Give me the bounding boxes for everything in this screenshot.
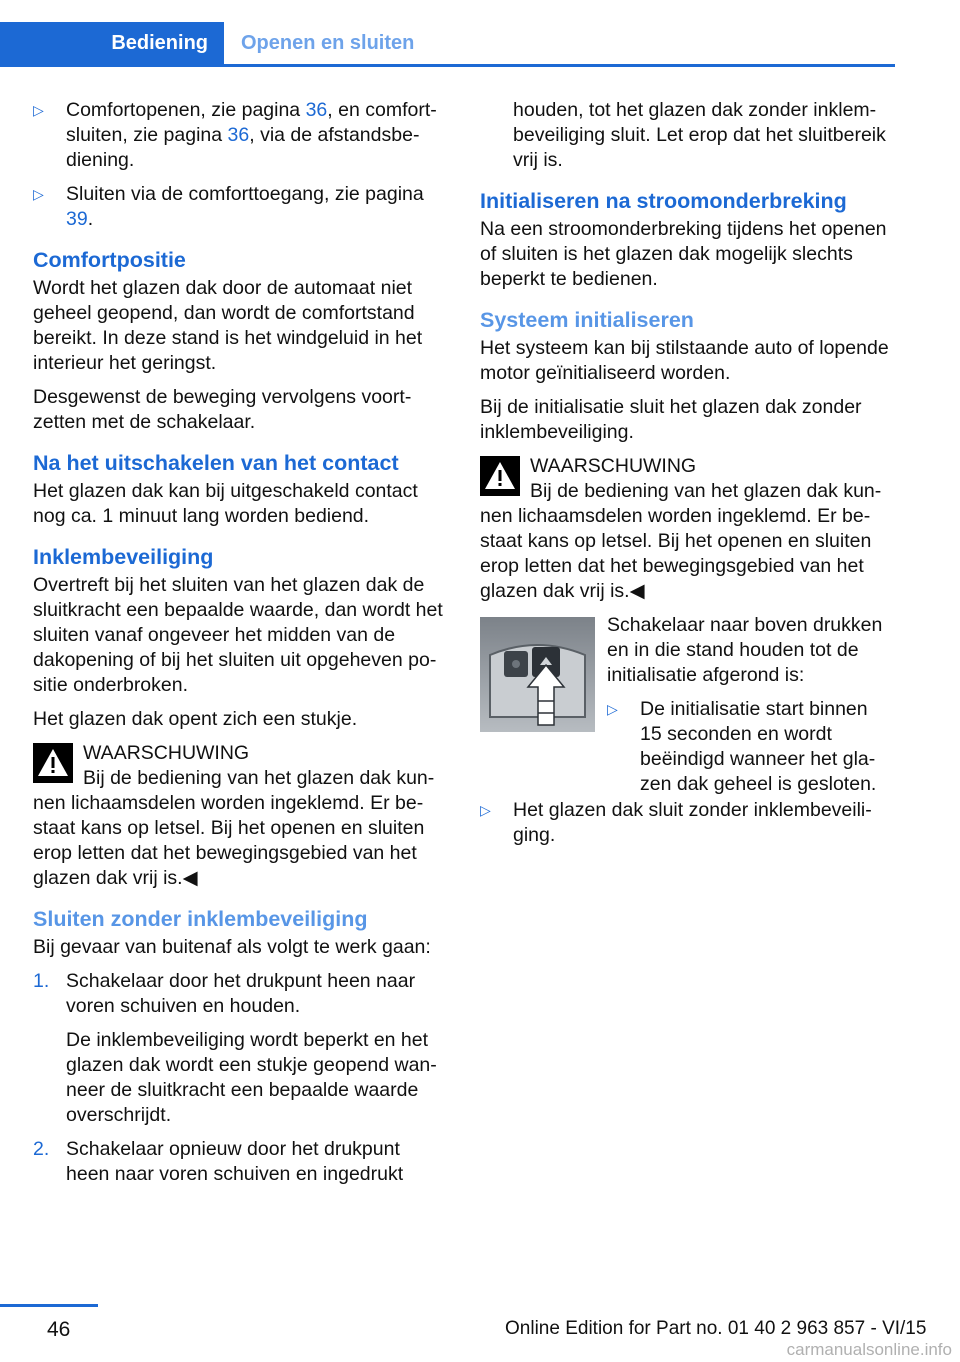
- paragraph: Het glazen dak opent zich een stukje.: [33, 708, 358, 730]
- page-link[interactable]: 36: [227, 124, 250, 146]
- step-text: Schakelaar opnieuw door het drukpunt heen naar voren schuiven en ingedrukt: [66, 1138, 404, 1185]
- bullet-text: Sluiten via de comforttoegang, zie pagina: [66, 183, 424, 205]
- warning-icon: [480, 456, 520, 496]
- paragraph: Na een stroomonderbreking tijdens het openen of sluiten is het glazen dak mogelijk slechts beperkt te bedienen.: [480, 218, 887, 290]
- paragraph: Het systeem kan bij stilstaande auto of lopende motor geïnitialiseerd worden.: [480, 337, 889, 384]
- warning-title: WAARSCHUWING: [530, 455, 697, 477]
- left-column: [33, 98, 445, 1196]
- heading-sluiten-zonder: Sluiten zonder inklembeveiliging: [33, 907, 368, 931]
- watermark: carmanualsonline.info: [786, 1340, 952, 1359]
- paragraph: Bij gevaar van buitenaf als volgt te werk gaan:: [33, 936, 431, 958]
- paragraph: Wordt het glazen dak door de automaat niet geheel geopend, dan wordt de comfortstand bereikt. In deze stand is het windgeluid in het interieur het geringst.: [33, 277, 423, 374]
- paragraph: Desgewenst de beweging vervolgens voortzetten met de schakelaar.: [33, 386, 412, 433]
- heading-systeem-initialiseren: Systeem initialiseren: [480, 308, 694, 332]
- bullet-text: , via de afstandsbediening.: [66, 124, 420, 171]
- list-item: [33, 1137, 445, 1187]
- step-subtext: De inklembeveiliging wordt beperkt en het glazen dak wordt een stukje geopend wanneer de sluitkracht een bepaalde waarde overschrijdt.: [66, 1029, 437, 1126]
- bullet-text: Het glazen dak sluit zonder inklembeveiliging.: [513, 799, 872, 846]
- step-number: 1.: [33, 970, 50, 992]
- paragraph: Overtreft bij het sluiten van het glazen dak de sluitkracht een bepaalde waarde, dan wordt het sluiten vanaf ongeveer het midden van de dakopening of bij het sluiten uit opgeheven positie onderbroken.: [33, 574, 443, 696]
- step-text: Schakelaar door het drukpunt heen naar voren schuiven en houden.: [66, 970, 416, 1017]
- warning-block: [480, 454, 890, 604]
- header-bar: [0, 22, 895, 67]
- list-item: [33, 182, 445, 232]
- footer-divider: [0, 1304, 98, 1307]
- list-item: [33, 98, 445, 173]
- bullet-text: De initialisatie start binnen 15 seconden en wordt beëindigd wanneer het glazen dak geheel is gesloten.: [640, 698, 877, 795]
- triangle-bullet-icon: ▷: [607, 701, 618, 717]
- paragraph: Schakelaar naar boven drukken en in die stand houden tot de initialisatie afgerond is:: [607, 614, 883, 686]
- warning-icon: [33, 743, 73, 783]
- bullet-text: , en comfortsluiten, zie pagina: [66, 99, 437, 146]
- heading-initialiseren: Initialiseren na stroomonderbreking: [480, 189, 847, 213]
- tab-bediening[interactable]: Bediening: [0, 22, 224, 64]
- warning-block: [33, 741, 445, 891]
- list-item: [33, 969, 445, 1019]
- list-item: [607, 697, 890, 797]
- edition-text: Online Edition for Part no. 01 40 2 963 857 - VI/15: [505, 1318, 927, 1339]
- page-link[interactable]: 39: [66, 208, 88, 230]
- heading-contact: Na het uitschakelen van het contact: [33, 451, 399, 475]
- tab-openen-en-sluiten[interactable]: Openen en sluiten: [241, 32, 415, 54]
- heading-inklembeveiliging: Inklembeveiliging: [33, 545, 214, 569]
- warning-text: Bij de bediening van het glazen dak kunnen lichaamsdelen worden ingeklemd. Er bestaat kans op letsel. Bij het openen en sluiten erop letten dat het bewegingsgebied van het glazen dak vrij is.◀: [33, 767, 435, 889]
- page-link[interactable]: 36: [305, 99, 328, 121]
- triangle-bullet-icon: ▷: [33, 186, 44, 202]
- page-number: 46: [47, 1318, 71, 1341]
- switch-text-area: [607, 613, 890, 797]
- bullet-text: .: [87, 208, 94, 230]
- triangle-bullet-icon: ▷: [480, 802, 491, 818]
- paragraph: Bij de initialisatie sluit het glazen dak zonder inklembeveiliging.: [480, 396, 862, 443]
- roof-switch-photo: [480, 617, 595, 732]
- right-column: [480, 98, 890, 857]
- switch-illustration-block: [480, 613, 890, 797]
- paragraph: Het glazen dak kan bij uitgeschakeld contact nog ca. 1 minuut lang worden bediend.: [33, 480, 418, 527]
- triangle-bullet-icon: ▷: [33, 102, 44, 118]
- warning-title: WAARSCHUWING: [83, 742, 250, 764]
- heading-comfortpositie: Comfortpositie: [33, 248, 186, 272]
- step-continuation: houden, tot het glazen dak zonder inklembeveiliging sluit. Let erop dat het sluitbereik vrij is.: [513, 99, 886, 171]
- step-number: 2.: [33, 1138, 50, 1160]
- warning-text: Bij de bediening van het glazen dak kunnen lichaamsdelen worden ingeklemd. Er bestaat kans op letsel. Bij het openen en sluiten erop letten dat het bewegingsgebied van het glazen dak vrij is.◀: [480, 480, 882, 602]
- bullet-text: Comfortopenen, zie pagina: [66, 99, 306, 121]
- list-item: [480, 798, 890, 848]
